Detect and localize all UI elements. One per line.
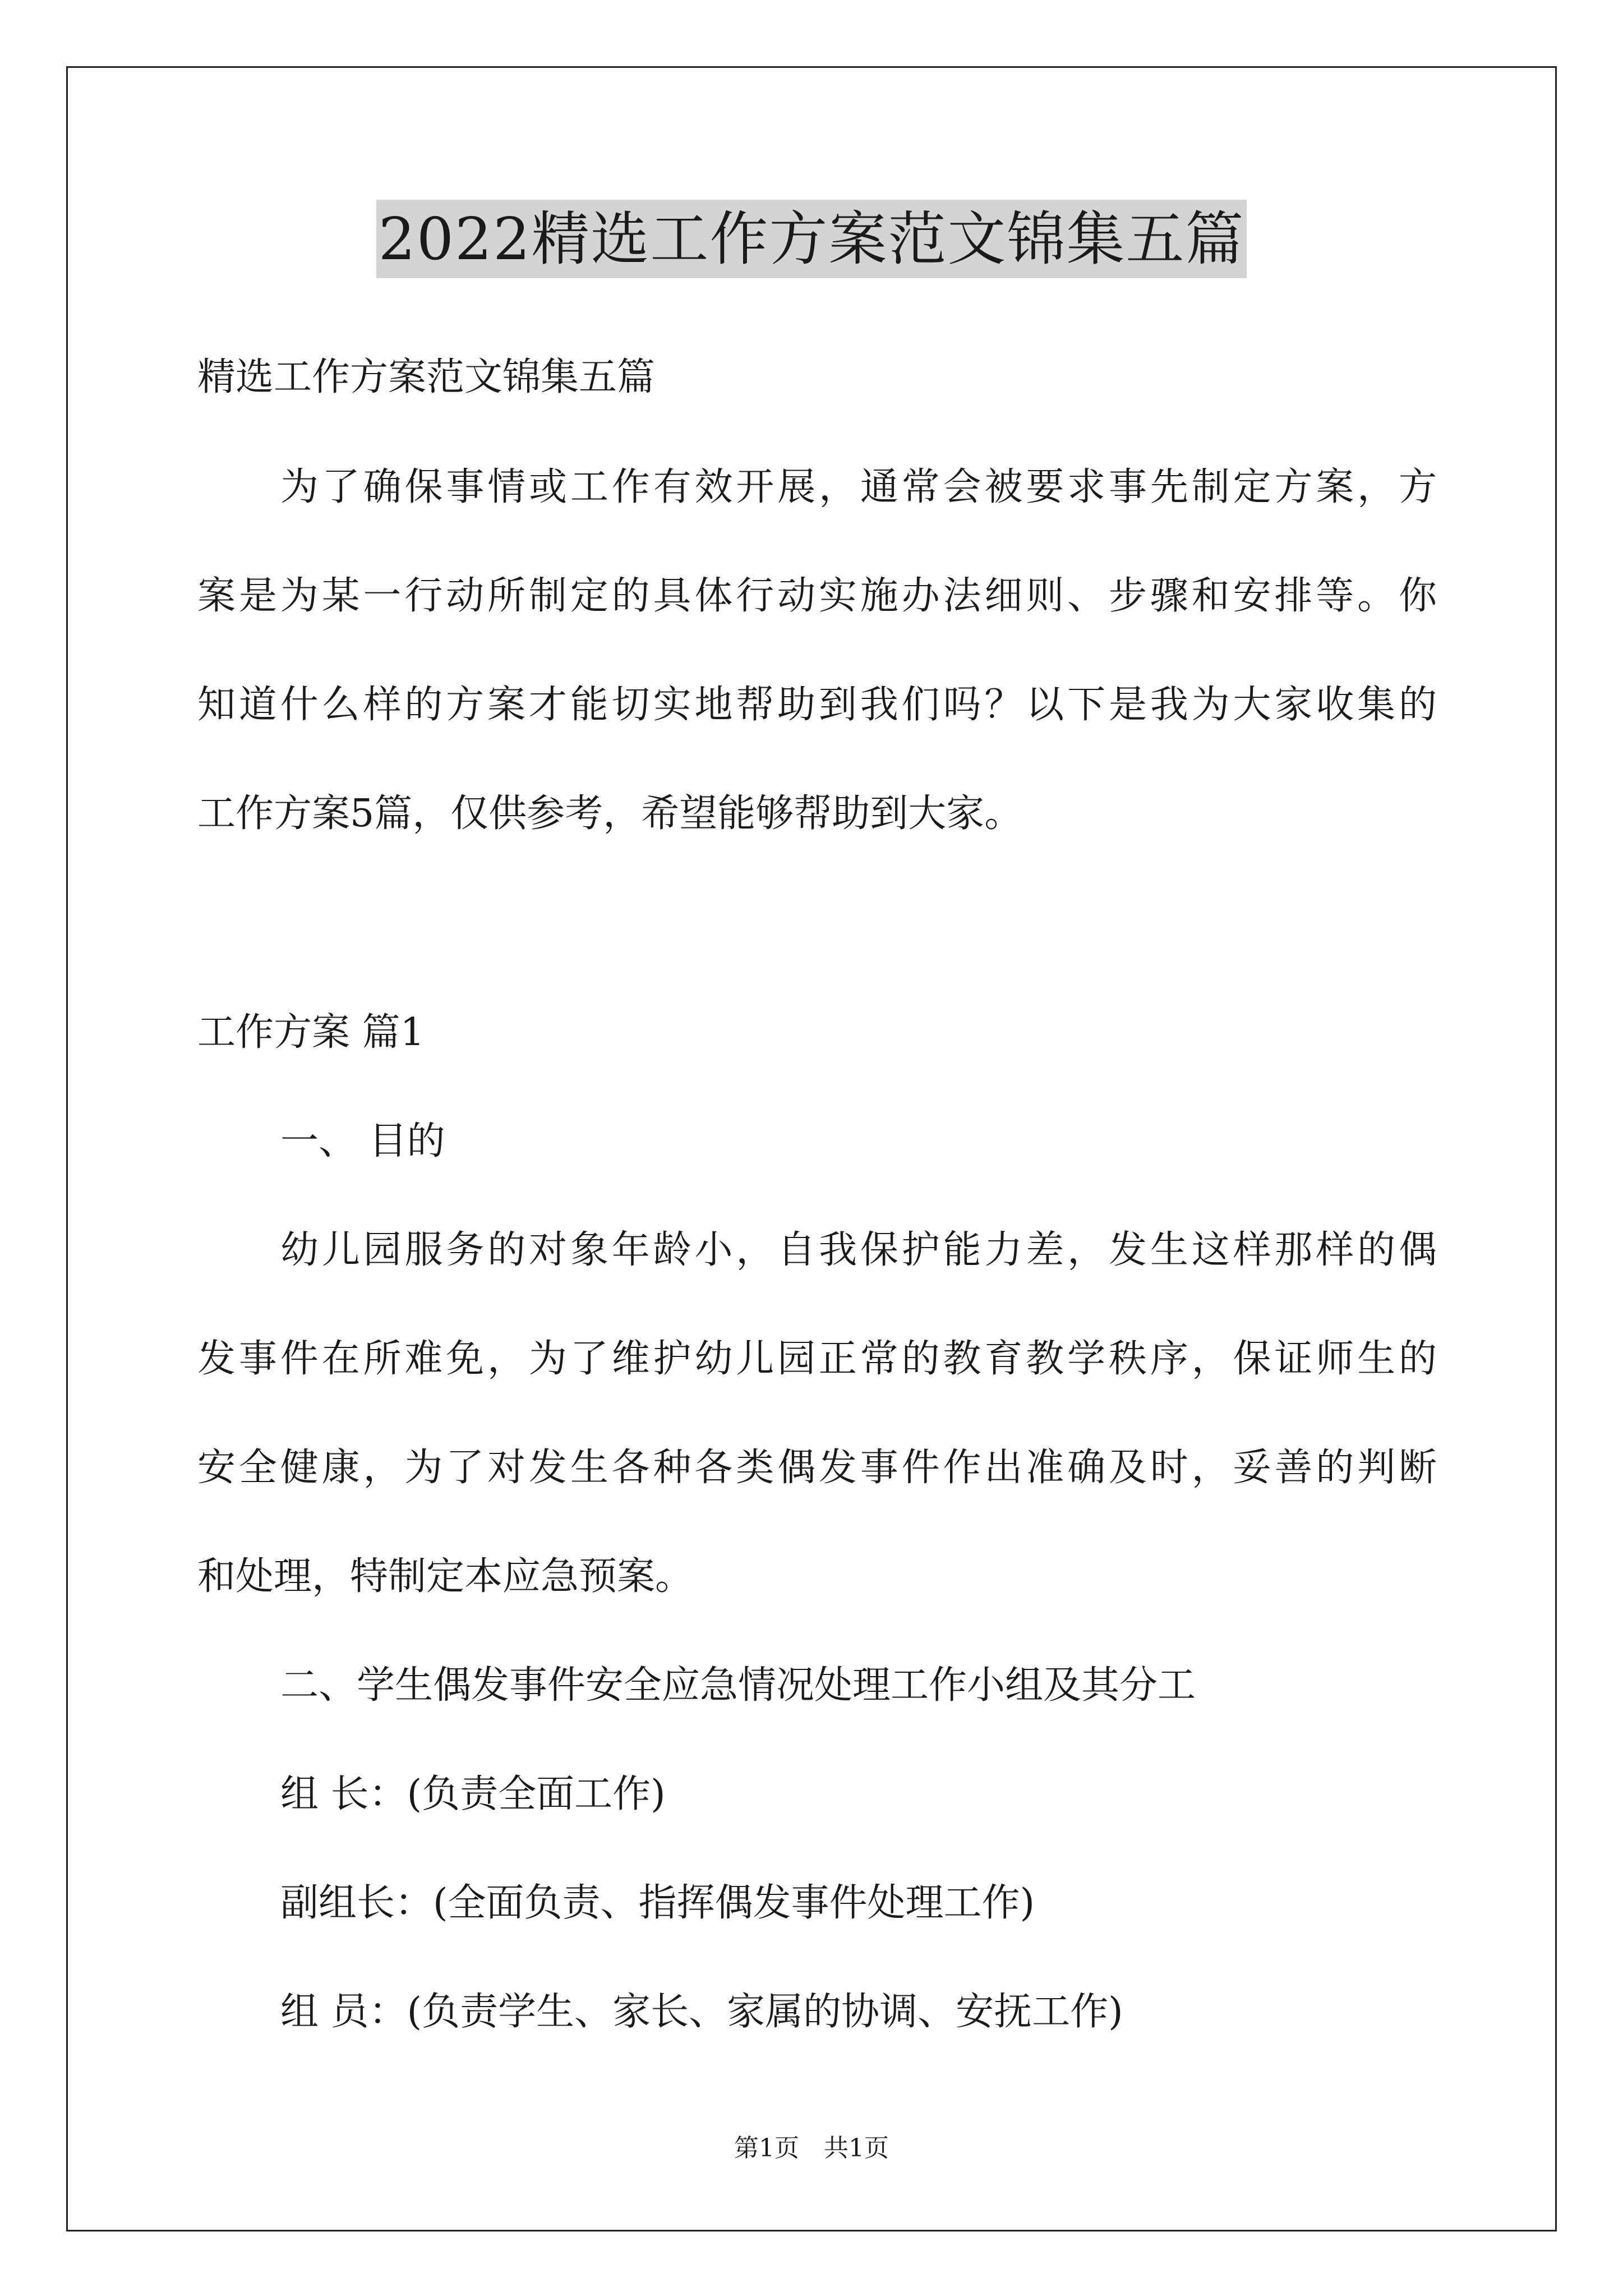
item1-line-2: 发事件在所难免，为了维护幼儿园正常的教育教学秩序，保证师生的 — [197, 1337, 1437, 1381]
item1-heading: 一、 目的 — [280, 1119, 445, 1163]
intro-line-2: 案是为某一行动所制定的具体行动实施办法细则、步骤和安排等。你 — [197, 574, 1437, 618]
document-title: 2022精选工作方案范文锦集五篇 — [376, 200, 1247, 278]
role-deputy-leader: 副组长：(全面负责、指挥偶发事件处理工作) — [280, 1881, 1035, 1925]
item2-heading: 二、学生偶发事件安全应急情况处理工作小组及其分工 — [280, 1663, 1196, 1708]
item1-line-1: 幼儿园服务的对象年龄小，自我保护能力差，发生这样那样的偶 — [280, 1228, 1437, 1272]
intro-line-3: 知道什么样的方案才能切实地帮助到我们吗？以下是我为大家收集的 — [197, 683, 1437, 727]
title-container — [0, 200, 1623, 278]
subtitle: 精选工作方案范文锦集五篇 — [197, 355, 656, 399]
item1-line-3: 安全健康，为了对发生各种各类偶发事件作出准确及时，妥善的判断 — [197, 1446, 1437, 1490]
section-heading: 工作方案 篇1 — [197, 1010, 425, 1055]
intro-line-4: 工作方案5篇，仅供参考，希望能够帮助到大家。 — [197, 792, 1023, 836]
role-leader: 组 长：(负责全面工作) — [280, 1772, 666, 1816]
item1-line-4: 和处理，特制定本应急预案。 — [197, 1554, 694, 1599]
role-member: 组 员：(负责学生、家长、家属的协调、安抚工作) — [280, 1990, 1123, 2034]
page-footer: 第1页 共1页 — [734, 2134, 889, 2162]
intro-line-1: 为了确保事情或工作有效开展，通常会被要求事先制定方案，方 — [280, 465, 1437, 509]
